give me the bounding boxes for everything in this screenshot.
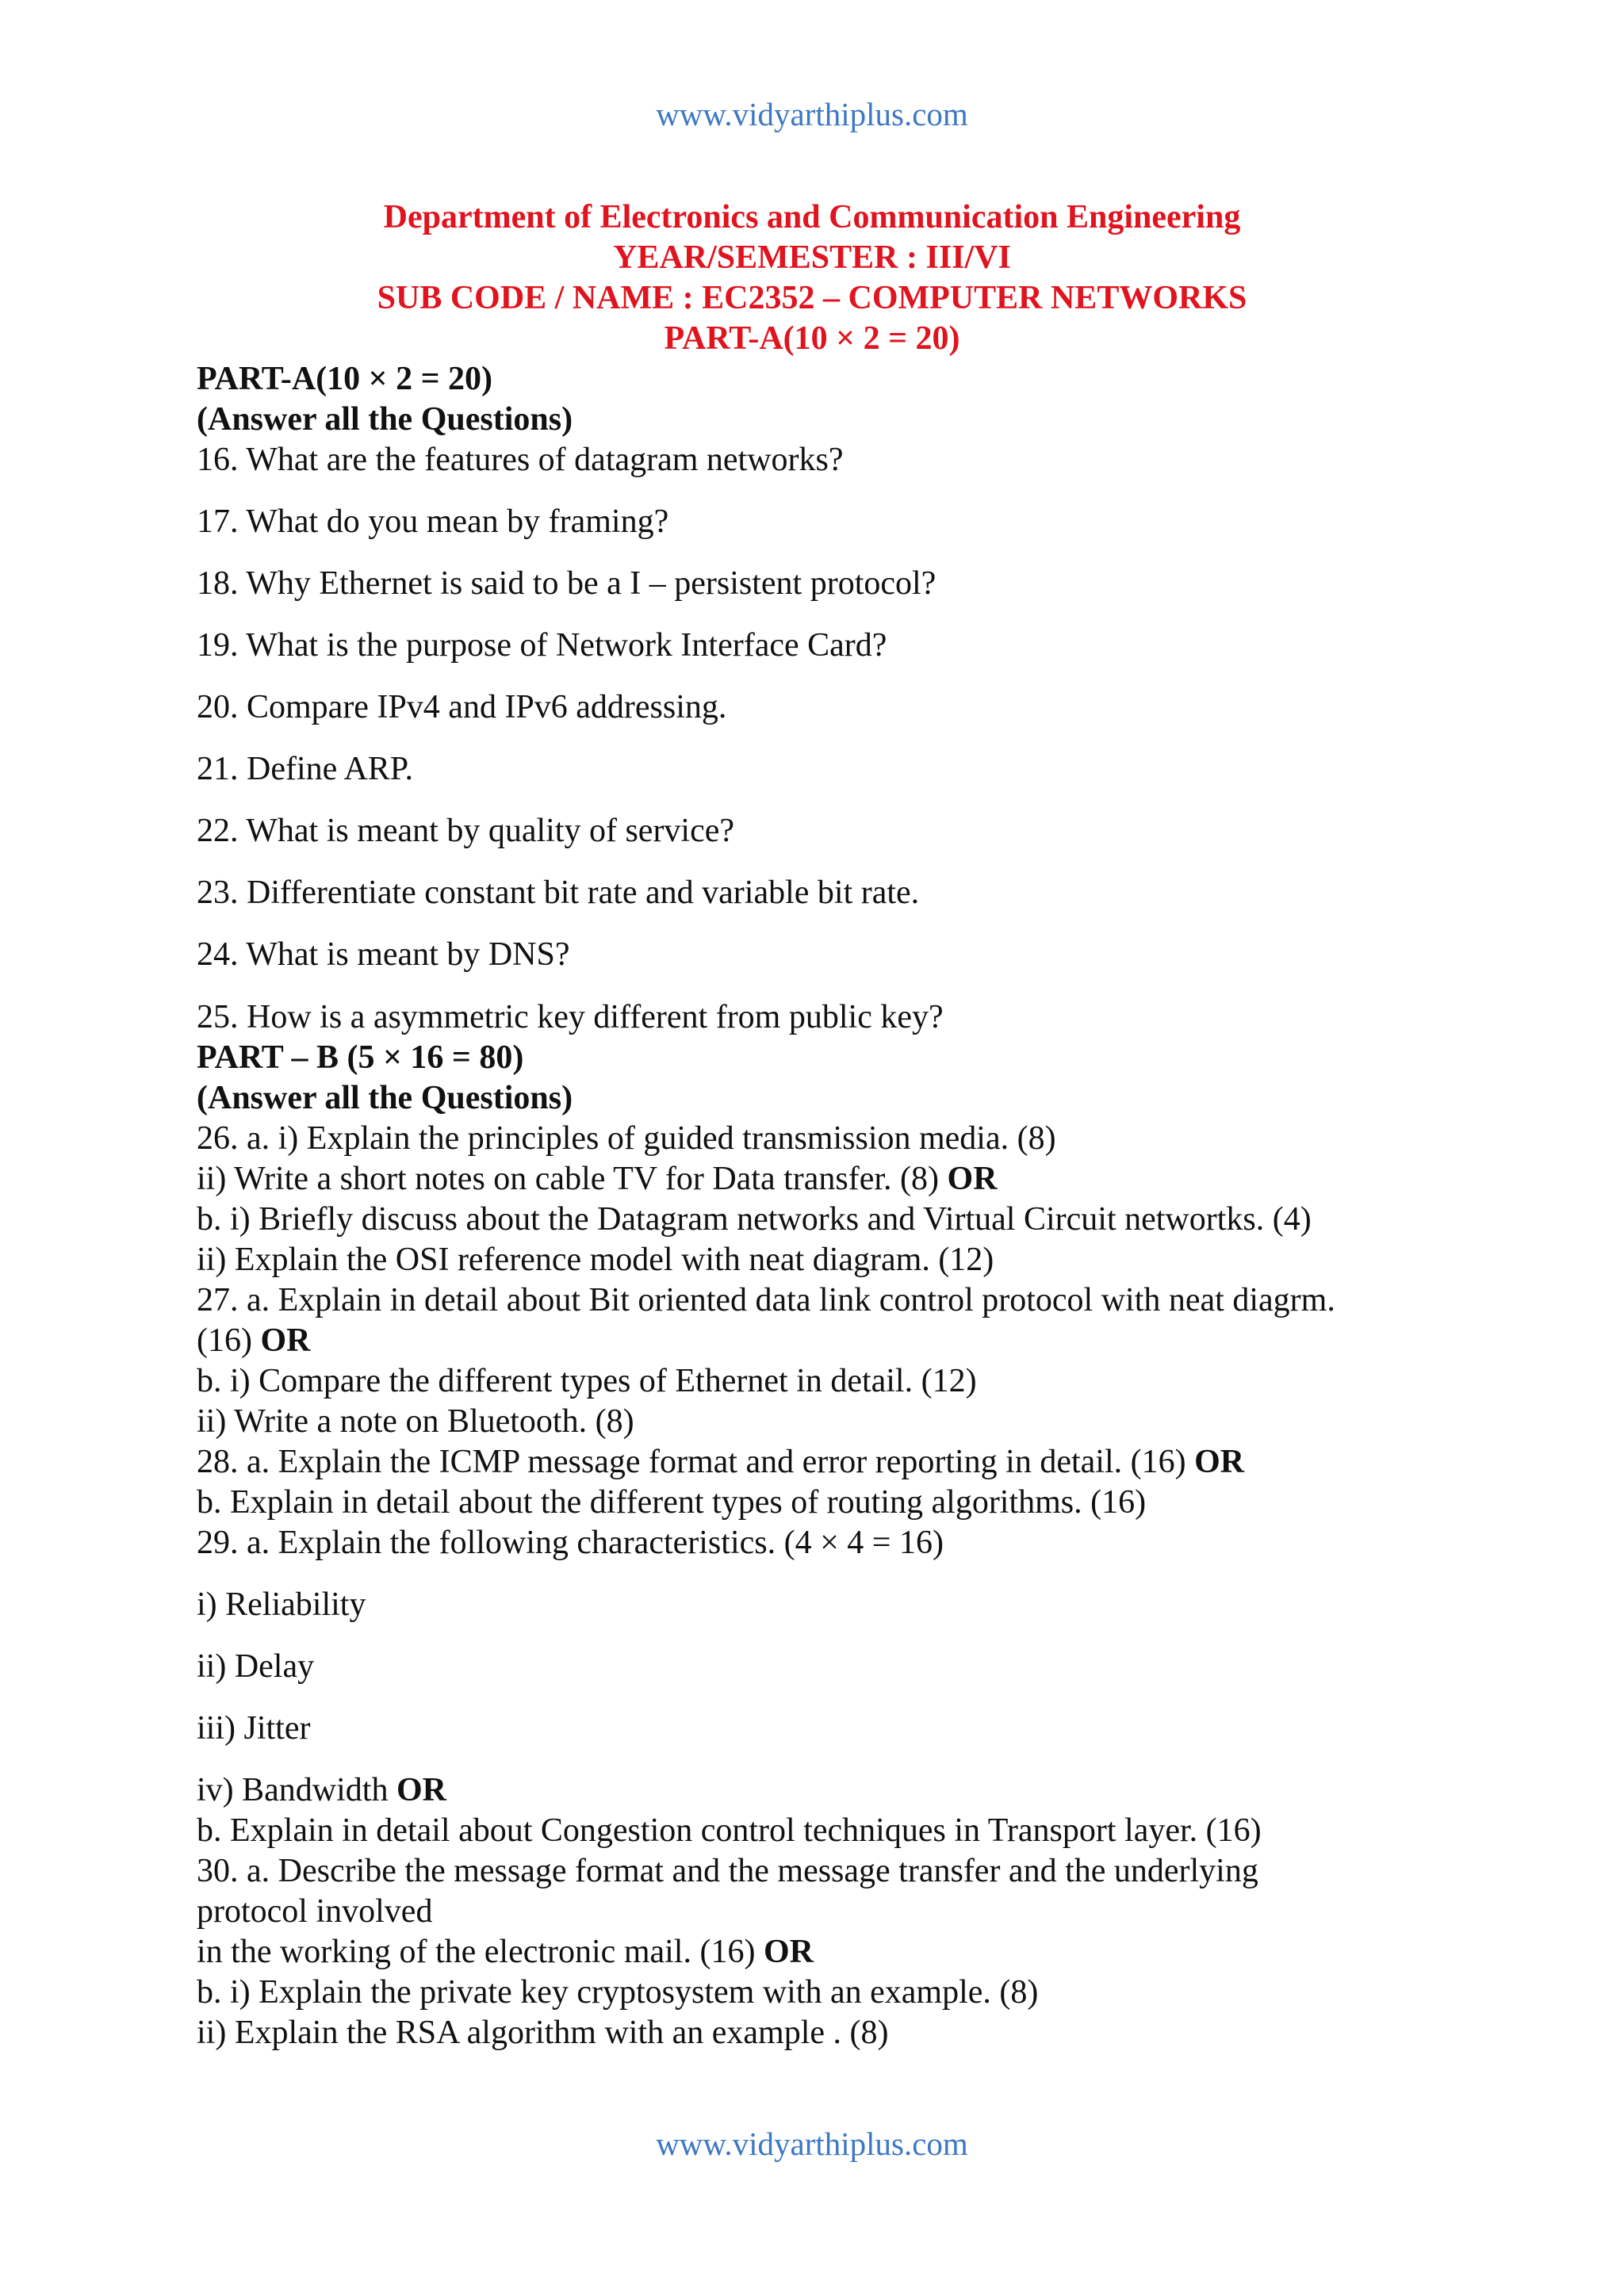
part-b-title: PART – B (5 × 16 = 80) bbox=[197, 1039, 524, 1076]
question-text: iv) Bandwidth bbox=[197, 1772, 396, 1808]
part-b-instruction: (Answer all the Questions) bbox=[197, 1080, 573, 1116]
question-27b-i: b. i) Compare the different types of Ethernet in detail. (12) bbox=[197, 1363, 977, 1399]
question-30b-ii: ii) Explain the RSA algorithm with an example . (8) bbox=[197, 2015, 889, 2051]
question-text: in the working of the electronic mail. (16) bbox=[197, 1934, 764, 1970]
question-30a-cont: protocol involved bbox=[197, 1893, 433, 1930]
question-22: 22. What is meant by quality of service? bbox=[197, 813, 735, 849]
question-28b: b. Explain in detail about the different types of routing algorithms. (16) bbox=[197, 1484, 1147, 1521]
question-29a-ii: ii) Delay bbox=[197, 1648, 315, 1685]
question-26a-i: 26. a. i) Explain the principles of guided transmission media. (8) bbox=[197, 1120, 1056, 1157]
question-29a-iii: iii) Jitter bbox=[197, 1710, 311, 1747]
question-16: 16. What are the features of datagram networks? bbox=[197, 442, 844, 478]
question-29a-i: i) Reliability bbox=[197, 1586, 366, 1623]
question-26b-i: b. i) Briefly discuss about the Datagram networks and Virtual Circuit networtks. (4) bbox=[197, 1201, 1312, 1238]
question-20: 20. Compare IPv4 and IPv6 addressing. bbox=[197, 689, 727, 725]
question-30a-end bbox=[197, 1932, 814, 1973]
part-a-instruction: (Answer all the Questions) bbox=[197, 401, 573, 438]
question-27a: 27. a. Explain in detail about Bit oriented data link control protocol with neat diagrm. bbox=[197, 1282, 1335, 1318]
question-26b-ii: ii) Explain the OSI reference model with neat diagram. (12) bbox=[197, 1242, 994, 1278]
question-27b-ii: ii) Write a note on Bluetooth. (8) bbox=[197, 1403, 634, 1440]
question-30a: 30. a. Describe the message format and the message transfer and the underlying bbox=[197, 1853, 1258, 1889]
question-24: 24. What is meant by DNS? bbox=[197, 936, 570, 973]
subject-heading: SUB CODE / NAME : EC2352 – COMPUTER NETWORKS bbox=[377, 280, 1247, 316]
question-27a-marks bbox=[197, 1321, 310, 1361]
question-17: 17. What do you mean by framing? bbox=[197, 503, 669, 540]
question-21: 21. Define ARP. bbox=[197, 751, 413, 787]
question-text: ii) Write a short notes on cable TV for Data transfer. (8) bbox=[197, 1161, 948, 1197]
or-label: OR bbox=[260, 1322, 311, 1359]
question-29a-iv bbox=[197, 1770, 446, 1811]
watermark-top: www.vidyarthiplus.com bbox=[656, 96, 968, 132]
question-23: 23. Differentiate constant bit rate and variable bit rate. bbox=[197, 874, 920, 911]
question-29b: b. Explain in detail about Congestion control techniques in Transport layer. (16) bbox=[197, 1812, 1262, 1849]
question-28a bbox=[197, 1442, 1244, 1483]
or-label: OR bbox=[1194, 1444, 1245, 1480]
watermark-bottom: www.vidyarthiplus.com bbox=[656, 2126, 968, 2162]
question-26a-ii bbox=[197, 1159, 998, 1200]
question-19: 19. What is the purpose of Network Interface Card? bbox=[197, 627, 887, 664]
or-label: OR bbox=[947, 1161, 998, 1197]
department-heading: Department of Electronics and Communication Engineering bbox=[383, 199, 1241, 235]
question-25: 25. How is a asymmetric key different from public key? bbox=[197, 999, 944, 1035]
question-30b-i: b. i) Explain the private key cryptosystem with an example. (8) bbox=[197, 1974, 1039, 2011]
part-a-title: PART-A(10 × 2 = 20) bbox=[197, 361, 493, 397]
question-18: 18. Why Ethernet is said to be a I – persistent protocol? bbox=[197, 565, 936, 602]
question-29a: 29. a. Explain the following characteristics. (4 × 4 = 16) bbox=[197, 1525, 944, 1561]
question-text: (16) bbox=[197, 1322, 261, 1359]
or-label: OR bbox=[396, 1772, 446, 1808]
part-heading: PART-A(10 × 2 = 20) bbox=[664, 320, 960, 357]
year-semester-heading: YEAR/SEMESTER : III/VI bbox=[613, 239, 1011, 276]
question-text: 28. a. Explain the ICMP message format and error reporting in detail. (16) bbox=[197, 1444, 1195, 1480]
or-label: OR bbox=[763, 1934, 814, 1970]
